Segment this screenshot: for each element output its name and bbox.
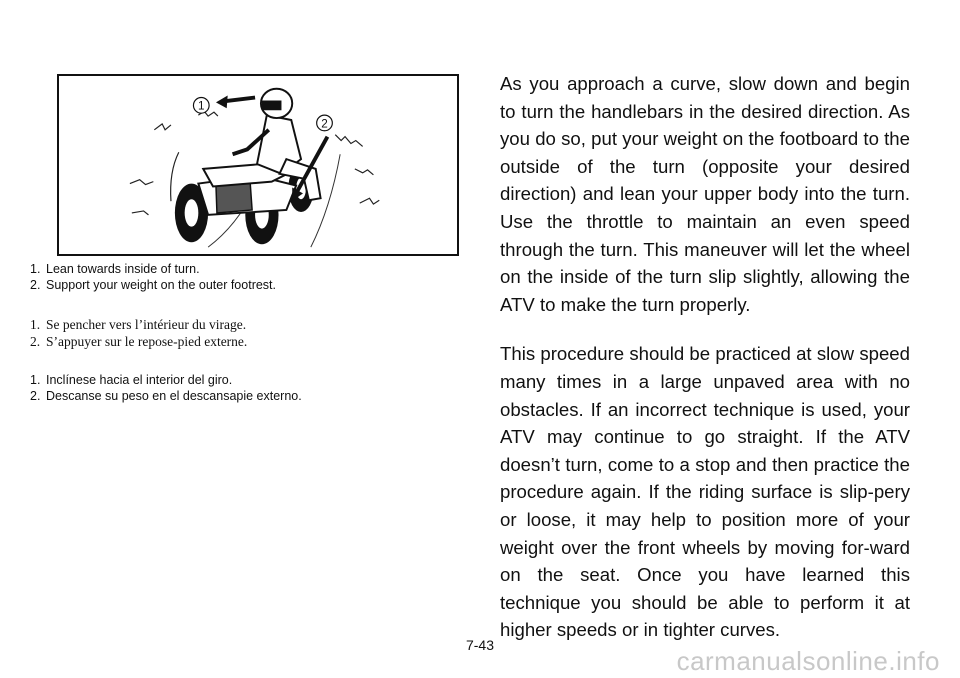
caption-text: Inclínese hacia el interior del giro. [46, 373, 233, 387]
caption-item [30, 278, 460, 294]
body-paragraph: As you approach a curve, slow down and begin to turn the handlebars in the desired direction. As you do so, put your weight on the footboard to the outside of the turn (opposite your desired direction) and lean your upper body into the turn. Use the throttle to maintain an even speed through the turn. This maneuver will let the wheel on the inside of the turn slip slightly, allowing the ATV to make the turn properly. [500, 73, 910, 315]
callout-1-label: 1 [198, 99, 205, 113]
page-number: 7-43 [465, 637, 495, 653]
caption-item [30, 373, 460, 389]
caption-item [30, 262, 460, 278]
body-text [500, 70, 910, 644]
caption-item [30, 317, 460, 334]
body-paragraph: This procedure should be practiced at slow speed many times in a large unpaved area with no obstacles. If an incorrect technique is used, your ATV may continue to go straight. If the ATV doesn’t turn, come to a stop and then practice the procedure again. If the riding surface is slip-pery or loose, it may help to position more of your weight over the front wheels by moving for-ward on the seat. Once you have learned this technique you should be able to perform it at higher speeds or in tighter curves. [500, 343, 910, 641]
caption-item [30, 389, 460, 405]
caption-english [30, 262, 460, 293]
callout-1 [193, 96, 255, 114]
arrow-left-icon [216, 96, 228, 109]
caption-text: S’appuyer sur le repose-pied externe. [46, 333, 248, 349]
caption-number: 2. [30, 388, 41, 403]
caption-number: 2. [30, 277, 41, 292]
caption-number: 2. [30, 333, 41, 349]
watermark: carmanualsonline.info [676, 646, 940, 676]
caption-text: Descanse su peso en el descansapie externo. [46, 388, 302, 403]
caption-text: Se pencher vers l’intérieur du virage. [46, 317, 247, 332]
caption-number: 1. [30, 317, 41, 332]
atv-rider-drawing [59, 76, 457, 254]
atv-illustration [57, 74, 459, 256]
caption-spanish [30, 373, 460, 404]
caption-number: 1. [30, 262, 41, 276]
caption-item [30, 334, 460, 351]
caption-text: Lean towards inside of turn. [46, 262, 200, 276]
caption-number: 1. [30, 373, 41, 387]
callout-2-label: 2 [321, 117, 328, 131]
caption-text: Support your weight on the outer footrest. [46, 277, 276, 292]
caption-french [30, 317, 460, 351]
